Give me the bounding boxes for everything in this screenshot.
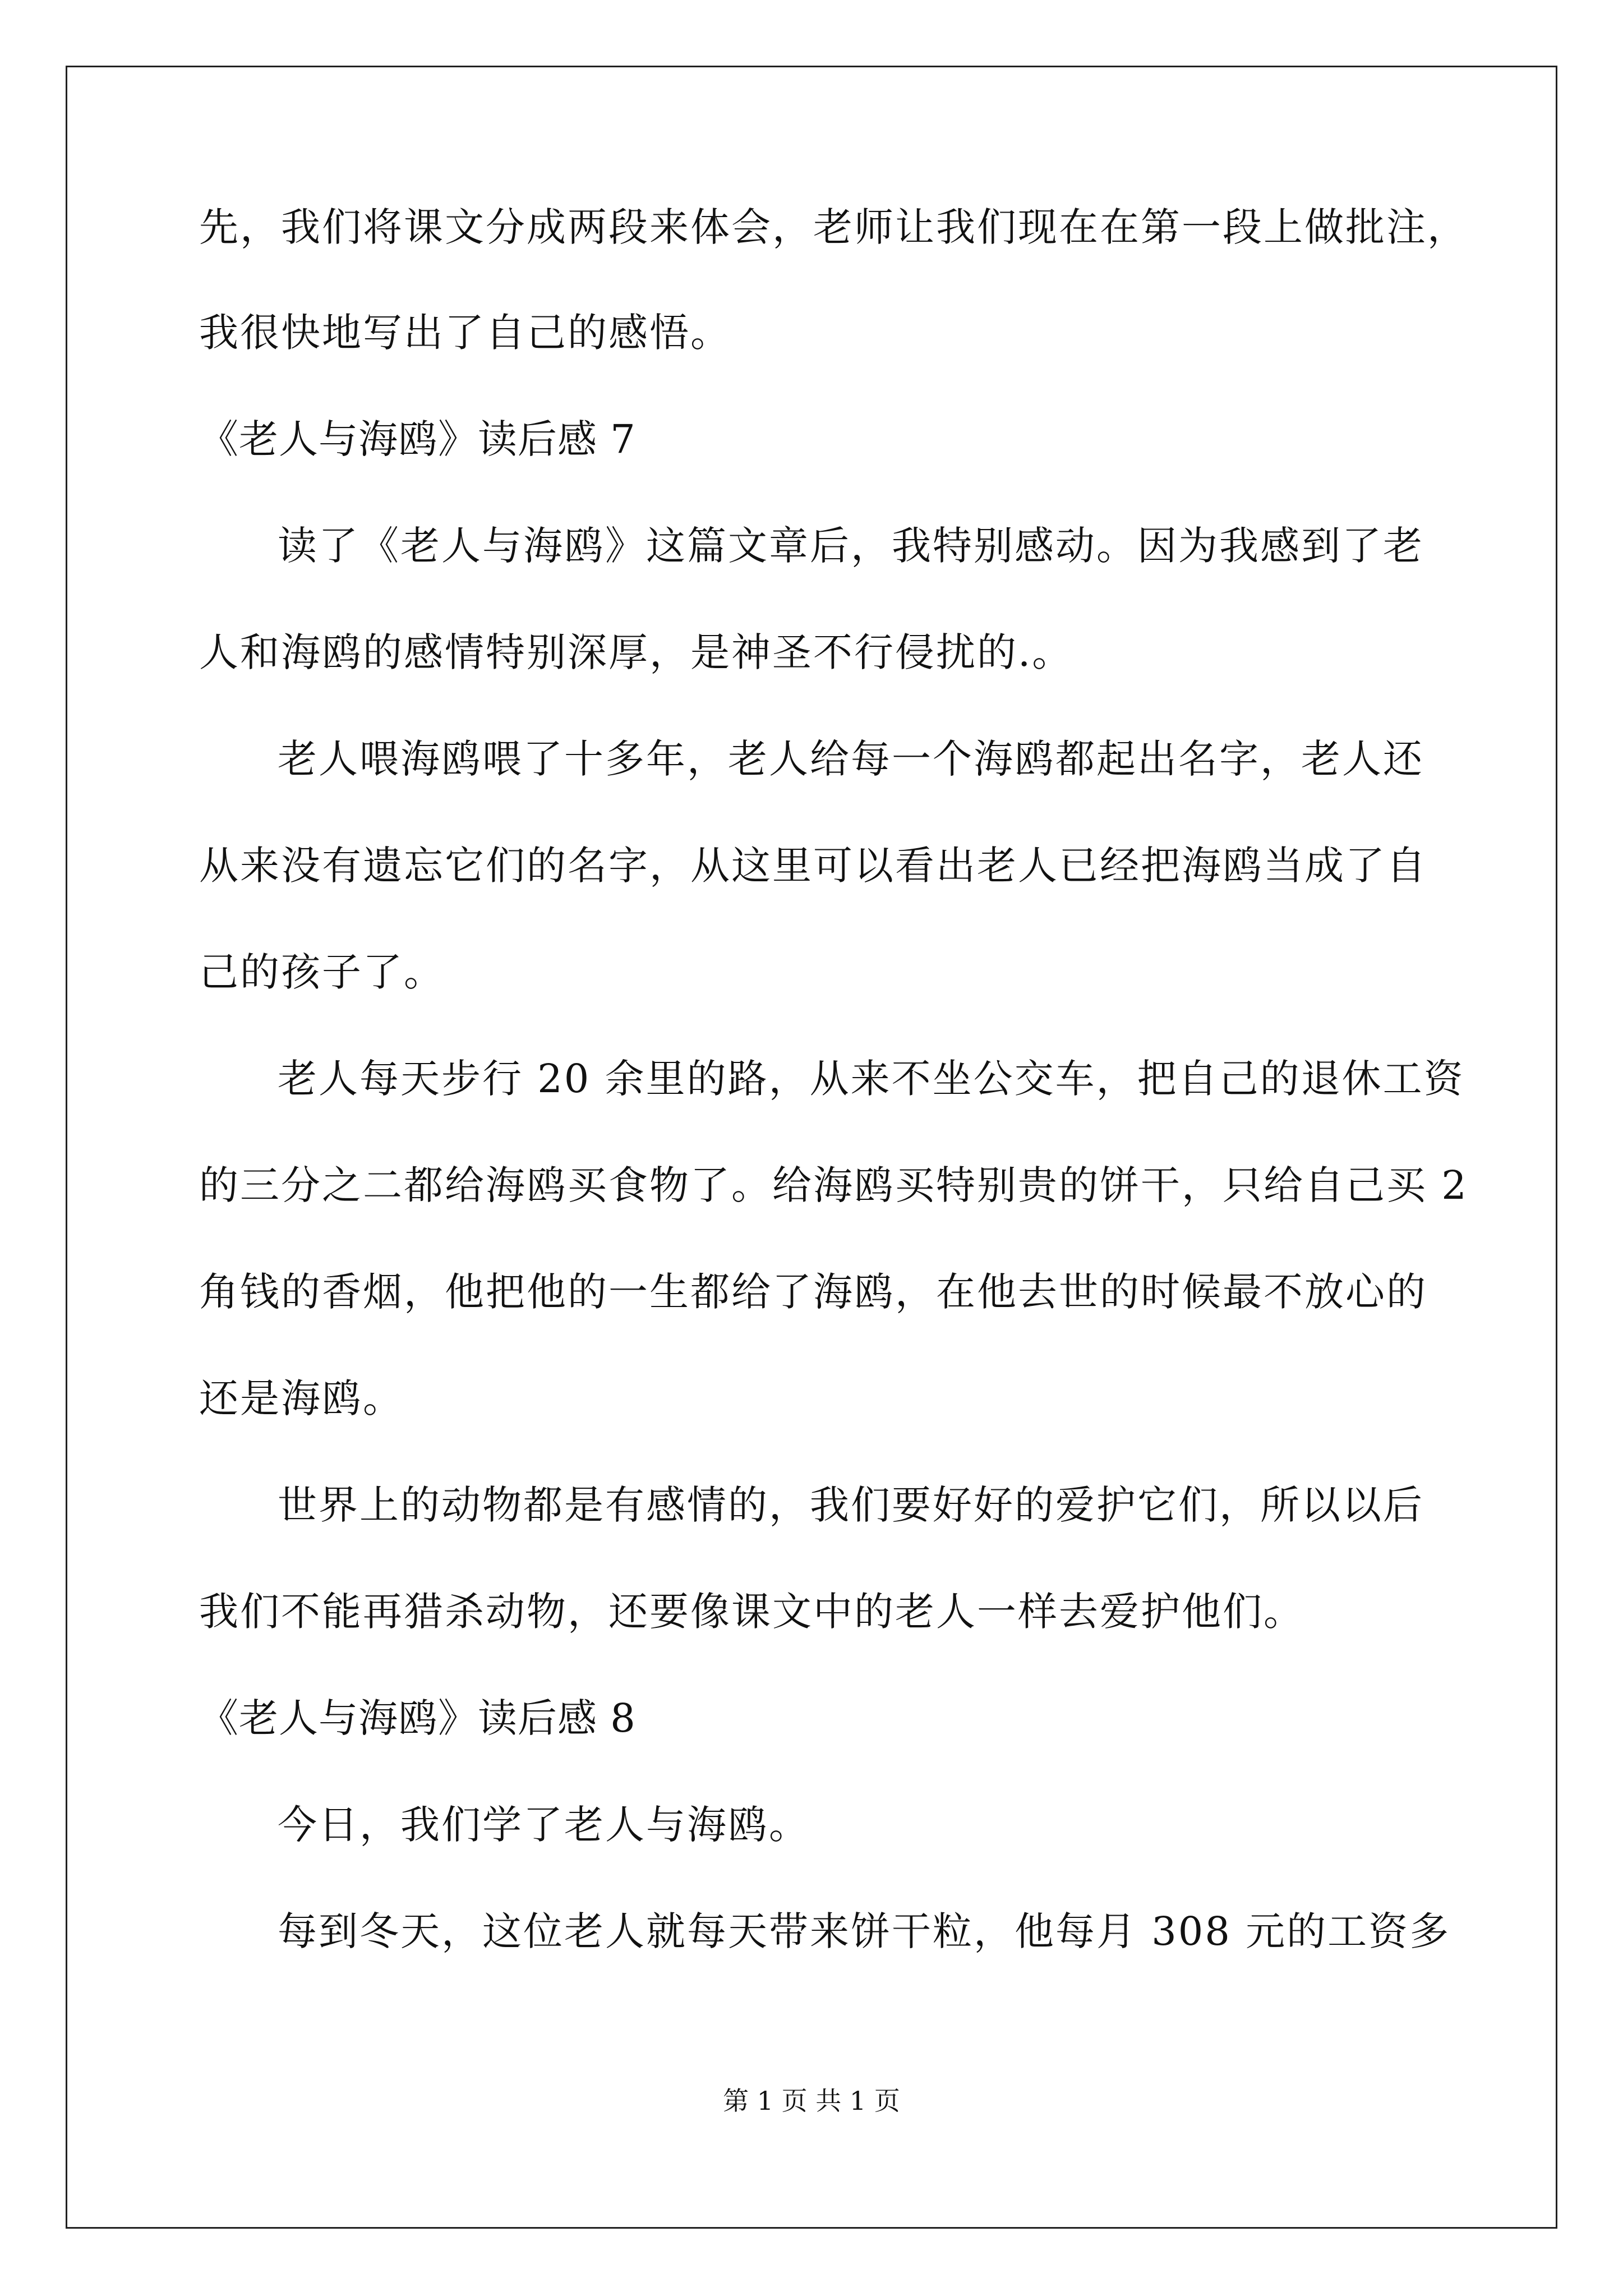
- section-heading-7: 《老人与海鸥》读后感 7: [199, 416, 636, 462]
- paragraph-line: 角钱的香烟，他把他的一生都给了海鸥，在他去世的时候最不放心的: [199, 1269, 1427, 1315]
- paragraph-line: 老人喂海鸥喂了十多年，老人给每一个海鸥都起出名字，老人还: [278, 736, 1424, 782]
- paragraph-line: 先，我们将课文分成两段来体会，老师让我们现在在第一段上做批注，: [199, 204, 1468, 250]
- page-footer: 第 1 页 共 1 页: [723, 2086, 900, 2116]
- paragraph-line: 今日，我们学了老人与海鸥。: [278, 1802, 810, 1848]
- paragraph-line: 世界上的动物都是有感情的，我们要好好的爱护它们，所以以后: [278, 1482, 1424, 1528]
- section-heading-8: 《老人与海鸥》读后感 8: [199, 1695, 636, 1741]
- paragraph-line: 己的孩子了。: [199, 949, 445, 995]
- paragraph-line: 还是海鸥。: [199, 1375, 404, 1421]
- paragraph-line: 从来没有遗忘它们的名字，从这里可以看出老人已经把海鸥当成了自: [199, 843, 1427, 889]
- paragraph-line: 我们不能再猎杀动物，还要像课文中的老人一样去爱护他们。: [199, 1589, 1304, 1635]
- paragraph-line: 老人每天步行 20 余里的路，从来不坐公交车，把自己的退休工资: [278, 1056, 1465, 1102]
- paragraph-line: 人和海鸥的感情特别深厚，是神圣不行侵扰的.。: [199, 629, 1073, 675]
- paragraph-line: 我很快地写出了自己的感悟。: [199, 310, 731, 356]
- paragraph-line: 的三分之二都给海鸥买食物了。给海鸥买特别贵的饼干，只给自己买 2: [199, 1162, 1468, 1208]
- page-border: [66, 66, 1557, 2229]
- paragraph-line: 读了《老人与海鸥》这篇文章后，我特别感动。因为我感到了老: [278, 523, 1424, 569]
- paragraph-line: 每到冬天，这位老人就每天带来饼干粒，他每月 308 元的工资多: [278, 1908, 1451, 1954]
